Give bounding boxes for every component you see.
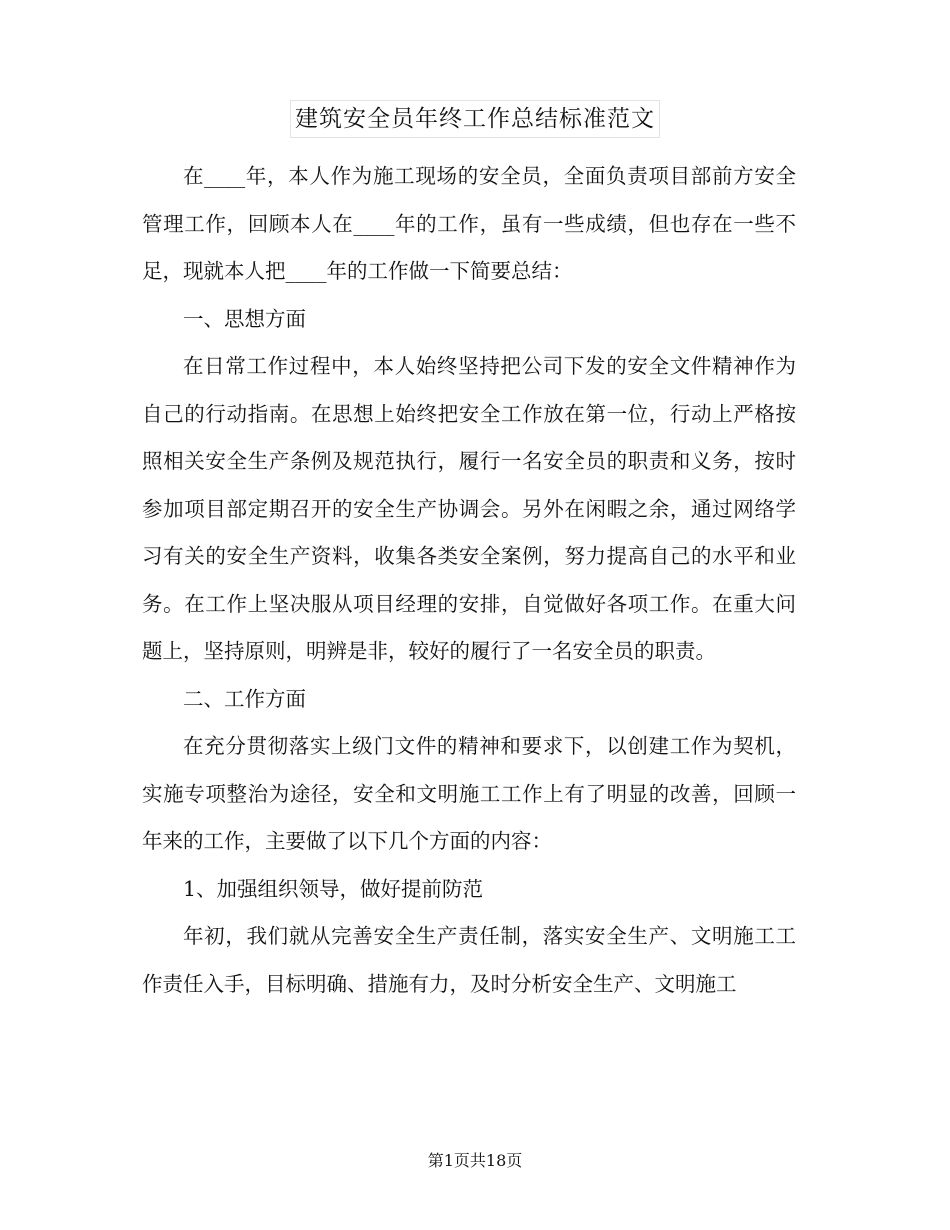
document-body xyxy=(142,153,796,1008)
page-number: 第1页共18页 xyxy=(427,1151,523,1170)
subsection-heading-organization: 1、加强组织领导，做好提前防范 xyxy=(183,876,484,901)
section-heading-work: 二、工作方面 xyxy=(183,686,306,711)
paragraph-thought: 在日常工作过程中，本人始终坚持把公司下发的安全文件精神作为自己的行动指南。在思想上始终把安全工作放在第一位，行动上严格按照相关安全生产条例及规范执行，履行一名安全员的职责和义务，按时参加项目部定期召开的安全生产协调会。另外在闲暇之余，通过网络学习有关的安全生产资料，收集各类安全案例，努力提高自己的水平和业务。在工作上坚决服从项目经理的安排，自觉做好各项工作。在重大问题上，坚持原则，明辨是非，较好的履行了一名安全员的职责。 xyxy=(142,354,796,663)
document-title-text: 建筑安全员年终工作总结标准范文 xyxy=(290,100,660,138)
paragraph-intro: 在____年，本人作为施工现场的安全员，全面负责项目部前方安全管理工作，回顾本人在____年的工作，虽有一些成绩，但也存在一些不足，现就本人把____年的工作做一下简要总结： xyxy=(142,164,796,283)
document-title xyxy=(0,100,950,138)
section-heading-thought: 一、思想方面 xyxy=(183,306,306,331)
paragraph-organization: 年初，我们就从完善安全生产责任制，落实安全生产、文明施工工作责任入手，目标明确、措施有力，及时分析安全生产、文明施工 xyxy=(142,924,796,996)
paragraph-work: 在充分贯彻落实上级门文件的精神和要求下，以创建工作为契机，实施专项整治为途径，安全和文明施工工作上有了明显的改善，回顾一年来的工作，主要做了以下几个方面的内容： xyxy=(142,734,796,853)
